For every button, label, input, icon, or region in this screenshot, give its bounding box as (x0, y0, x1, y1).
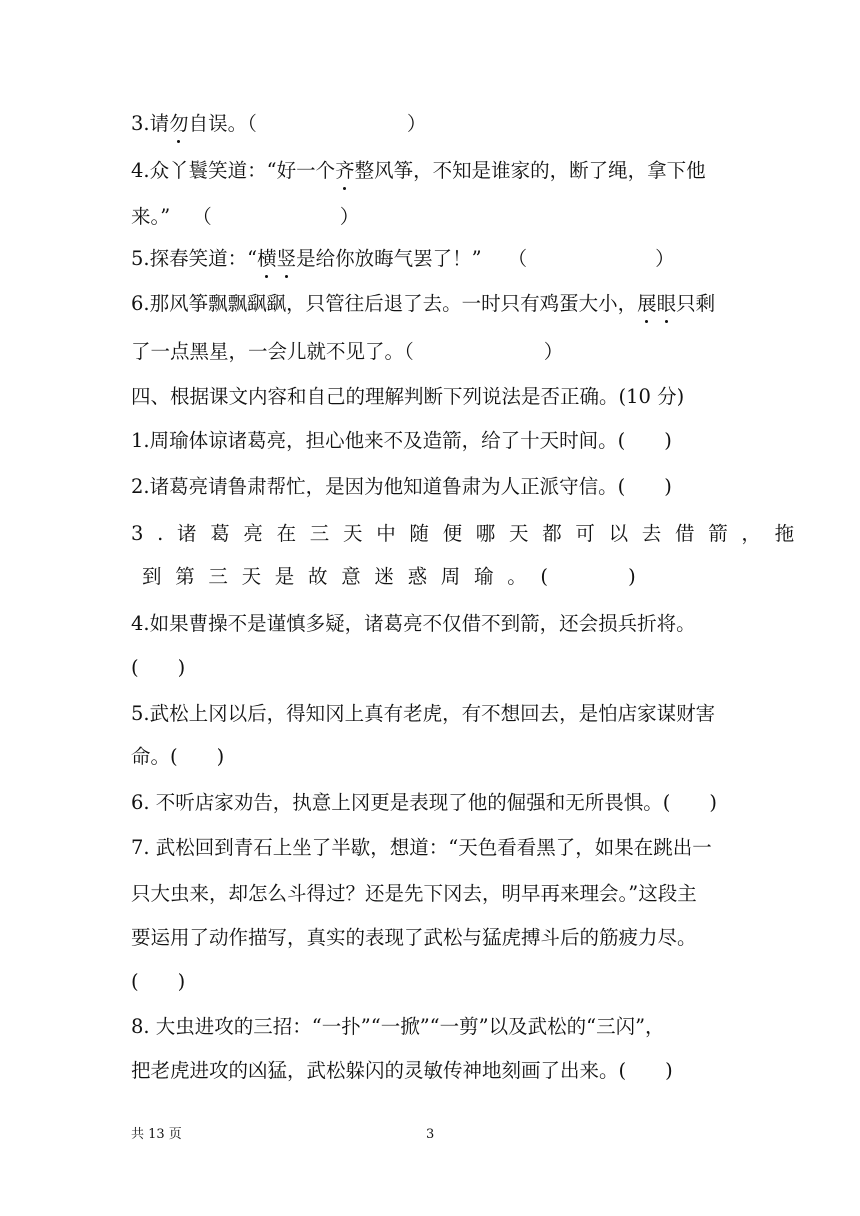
judge-item-1: 1.周瑜体谅诸葛亮，担心他来不及造箭，给了十天时间。( ) (131, 429, 672, 452)
footer-page-number: 3 (426, 1127, 435, 1142)
judge-item-5-cont: 命。( ) (131, 745, 225, 768)
judge-item-7-cont: ( ) (131, 970, 186, 993)
judge-item-5: 5.武松上冈以后，得知冈上真有老虎，有不想回去，是怕店家谋财害 (131, 702, 716, 725)
emphasis-char: 齐 (335, 159, 355, 182)
emphasis-char: 眼 (656, 292, 677, 315)
emphasis-char: 竖 (276, 247, 297, 270)
judge-item-3: 3.诸葛亮在三天中随便哪天都可以去借箭，拖 (131, 522, 808, 545)
emphasis-char: 横 (257, 247, 277, 270)
question-line-5: 5.探春笑道：“横竖是给你放晦气罢了！” （ ） (131, 247, 675, 270)
judge-item-6: 6. 不听店家劝告，执意上冈更是表现了他的倔强和无所畏惧。( ) (131, 791, 718, 814)
question-line-4-cont: 来。” （ ） (131, 205, 360, 228)
judge-item-4: 4.如果曹操不是谨慎多疑，诸葛亮不仅借不到箭，还会损兵折将。 (131, 612, 696, 635)
judge-item-2: 2.诸葛亮请鲁肃帮忙，是因为他知道鲁肃为人正派守信。( ) (131, 475, 672, 498)
judge-item-3-cont: 到第三天是故意迷惑周瑜。( ) (142, 565, 650, 588)
question-line-6: 6.那风筝飘飘飖飖，只管往后退了去。一时只有鸡蛋大小，展眼只剩 (131, 292, 716, 315)
question-line-3: 3.请勿自误。（ ） (131, 112, 427, 135)
section-heading: 四、根据课文内容和自己的理解判断下列说法是否正确。(10 分) (131, 385, 685, 408)
judge-item-7-cont: 只大虫来，却怎么斗得过？还是先下冈去，明早再来理会。”这段主 (131, 882, 697, 905)
emphasis-char: 勿 (169, 112, 189, 135)
judge-item-8: 8. 大虫进攻的三招：“一扑”“一掀”“一剪”以及武松的“三闪”， (131, 1015, 665, 1038)
judge-item-8-cont: 把老虎进攻的凶猛，武松躲闪的灵敏传神地刻画了出来。( ) (131, 1059, 673, 1082)
footer-total-pages: 共 13 页 (131, 1127, 182, 1142)
judge-item-4-cont: ( ) (131, 656, 186, 679)
question-line-6-cont: 了一点黑星，一会儿就不见了。（ ） (131, 340, 564, 363)
judge-item-7: 7. 武松回到青石上坐了半歇，想道：“天色看看黑了，如果在跳出一 (131, 836, 712, 859)
emphasis-char: 展 (637, 292, 657, 315)
judge-item-7-cont: 要运用了动作描写，真实的表现了武松与猛虎搏斗后的筋疲力尽。 (131, 926, 697, 949)
question-line-4: 4.众丫鬟笑道：“好一个齐整风筝，不知是谁家的，断了绳，拿下他 (131, 159, 706, 182)
